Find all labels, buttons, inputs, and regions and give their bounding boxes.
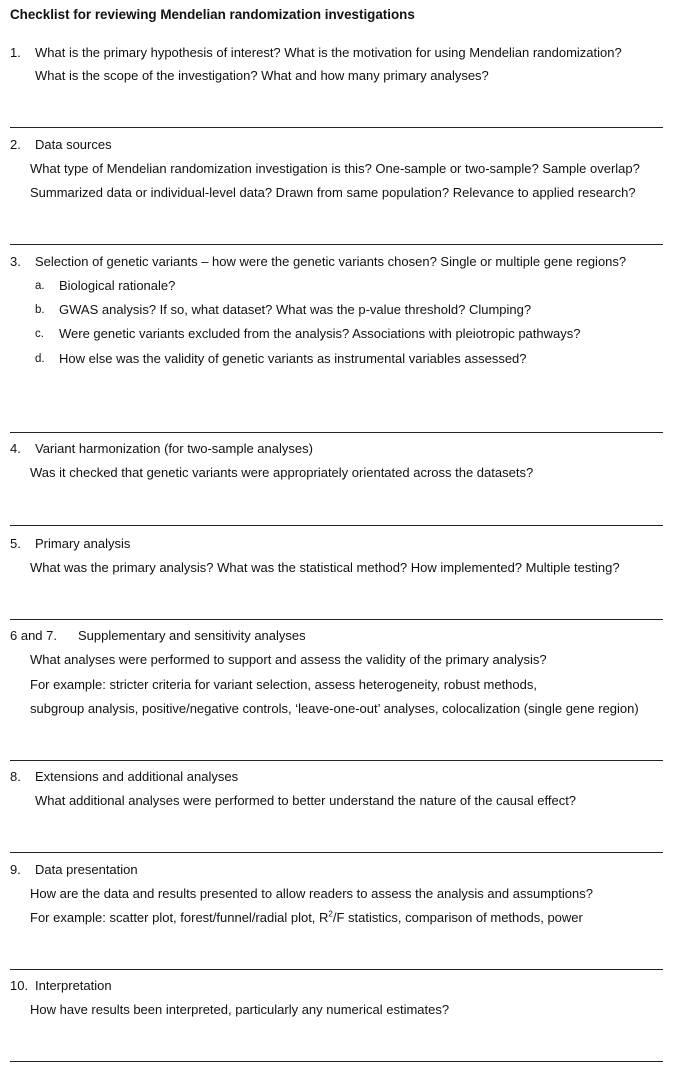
section-1-line-2: What is the scope of the investigation? What and how many primary analyses?	[35, 68, 489, 83]
section-3-subitem-a: Biological rationale?	[59, 278, 176, 293]
section-8-number: 8.	[10, 769, 21, 784]
section-9-example-superscript: 2	[328, 909, 333, 919]
section-1-answer-line	[10, 127, 663, 128]
section-9-line-2	[30, 910, 583, 926]
section-2-line-1: What type of Mendelian randomization investigation is this? One-sample or two-sample? Sample overlap?	[30, 161, 640, 176]
section-2-answer-line	[10, 244, 663, 245]
section-6-7-number: 6 and 7.	[10, 628, 57, 643]
section-5-answer-line	[10, 619, 663, 620]
page-title: Checklist for reviewing Mendelian randomization investigations	[10, 7, 415, 22]
section-10-line-1: How have results been interpreted, particularly any numerical estimates?	[30, 1002, 450, 1017]
section-8-answer-line	[10, 852, 663, 853]
section-4-line-1: Was it checked that genetic variants were appropriately orientated across the datasets?	[30, 465, 534, 480]
section-9-number: 9.	[10, 862, 21, 877]
section-10-answer-line	[10, 1061, 663, 1062]
section-6-7-line-2: For example: stricter criteria for variant selection, assess heterogeneity, robust methods,	[30, 677, 537, 692]
section-10-number: 10.	[10, 978, 29, 993]
section-10-heading: Interpretation	[35, 978, 112, 993]
section-2-heading: Data sources	[35, 137, 112, 152]
section-8-heading: Extensions and additional analyses	[35, 769, 239, 784]
section-5-heading: Primary analysis	[35, 536, 131, 551]
section-9-answer-line	[10, 969, 663, 970]
section-3-answer-line	[10, 432, 663, 433]
section-3-subitem-d: How else was the validity of genetic variants as instrumental variables assessed?	[59, 351, 527, 366]
section-5-number: 5.	[10, 536, 21, 551]
section-3-subitem-a-letter: a.	[35, 280, 45, 292]
section-9-line-1: How are the data and results presented to allow readers to assess the analysis and assumptions?	[30, 886, 593, 901]
section-1-line-1: What is the primary hypothesis of interest? What is the motivation for using Mendelian randomization?	[35, 45, 622, 60]
section-9-example-suffix: /F statistics, comparison of methods, power	[332, 910, 583, 925]
section-6-7-line-1: What analyses were performed to support and assess the validity of the primary analysis?	[30, 652, 547, 667]
section-5-line-1: What was the primary analysis? What was the statistical method? How implemented? Multiple testing?	[30, 560, 620, 575]
section-3-subitem-d-letter: d.	[35, 353, 45, 365]
section-3-subitem-c: Were genetic variants excluded from the analysis? Associations with pleiotropic pathways?	[59, 326, 581, 341]
section-3-subitem-b-letter: b.	[35, 304, 45, 316]
section-6-7-line-3: subgroup analysis, positive/negative controls, ‘leave-one-out’ analyses, colocalization (single gene region)	[30, 701, 639, 716]
section-6-7-heading: Supplementary and sensitivity analyses	[78, 628, 306, 643]
section-2-line-2: Summarized data or individual-level data? Drawn from same population? Relevance to applied research?	[30, 185, 636, 200]
section-3-subitem-c-letter: c.	[35, 328, 44, 340]
section-3-number: 3.	[10, 254, 21, 269]
section-4-heading: Variant harmonization (for two-sample analyses)	[35, 441, 313, 456]
section-6-7-answer-line	[10, 760, 663, 761]
section-3-heading: Selection of genetic variants – how were the genetic variants chosen? Single or multiple gene regions?	[35, 254, 627, 269]
section-2-number: 2.	[10, 137, 21, 152]
section-3-subitem-b: GWAS analysis? If so, what dataset? What was the p-value threshold? Clumping?	[59, 302, 532, 317]
section-4-answer-line	[10, 525, 663, 526]
section-9-heading: Data presentation	[35, 862, 138, 877]
section-4-number: 4.	[10, 441, 21, 456]
section-8-line-1: What additional analyses were performed to better understand the nature of the causal effect?	[35, 793, 577, 808]
section-1-number: 1.	[10, 45, 21, 60]
section-9-example-prefix: For example: scatter plot, forest/funnel/radial plot, R	[30, 910, 329, 925]
